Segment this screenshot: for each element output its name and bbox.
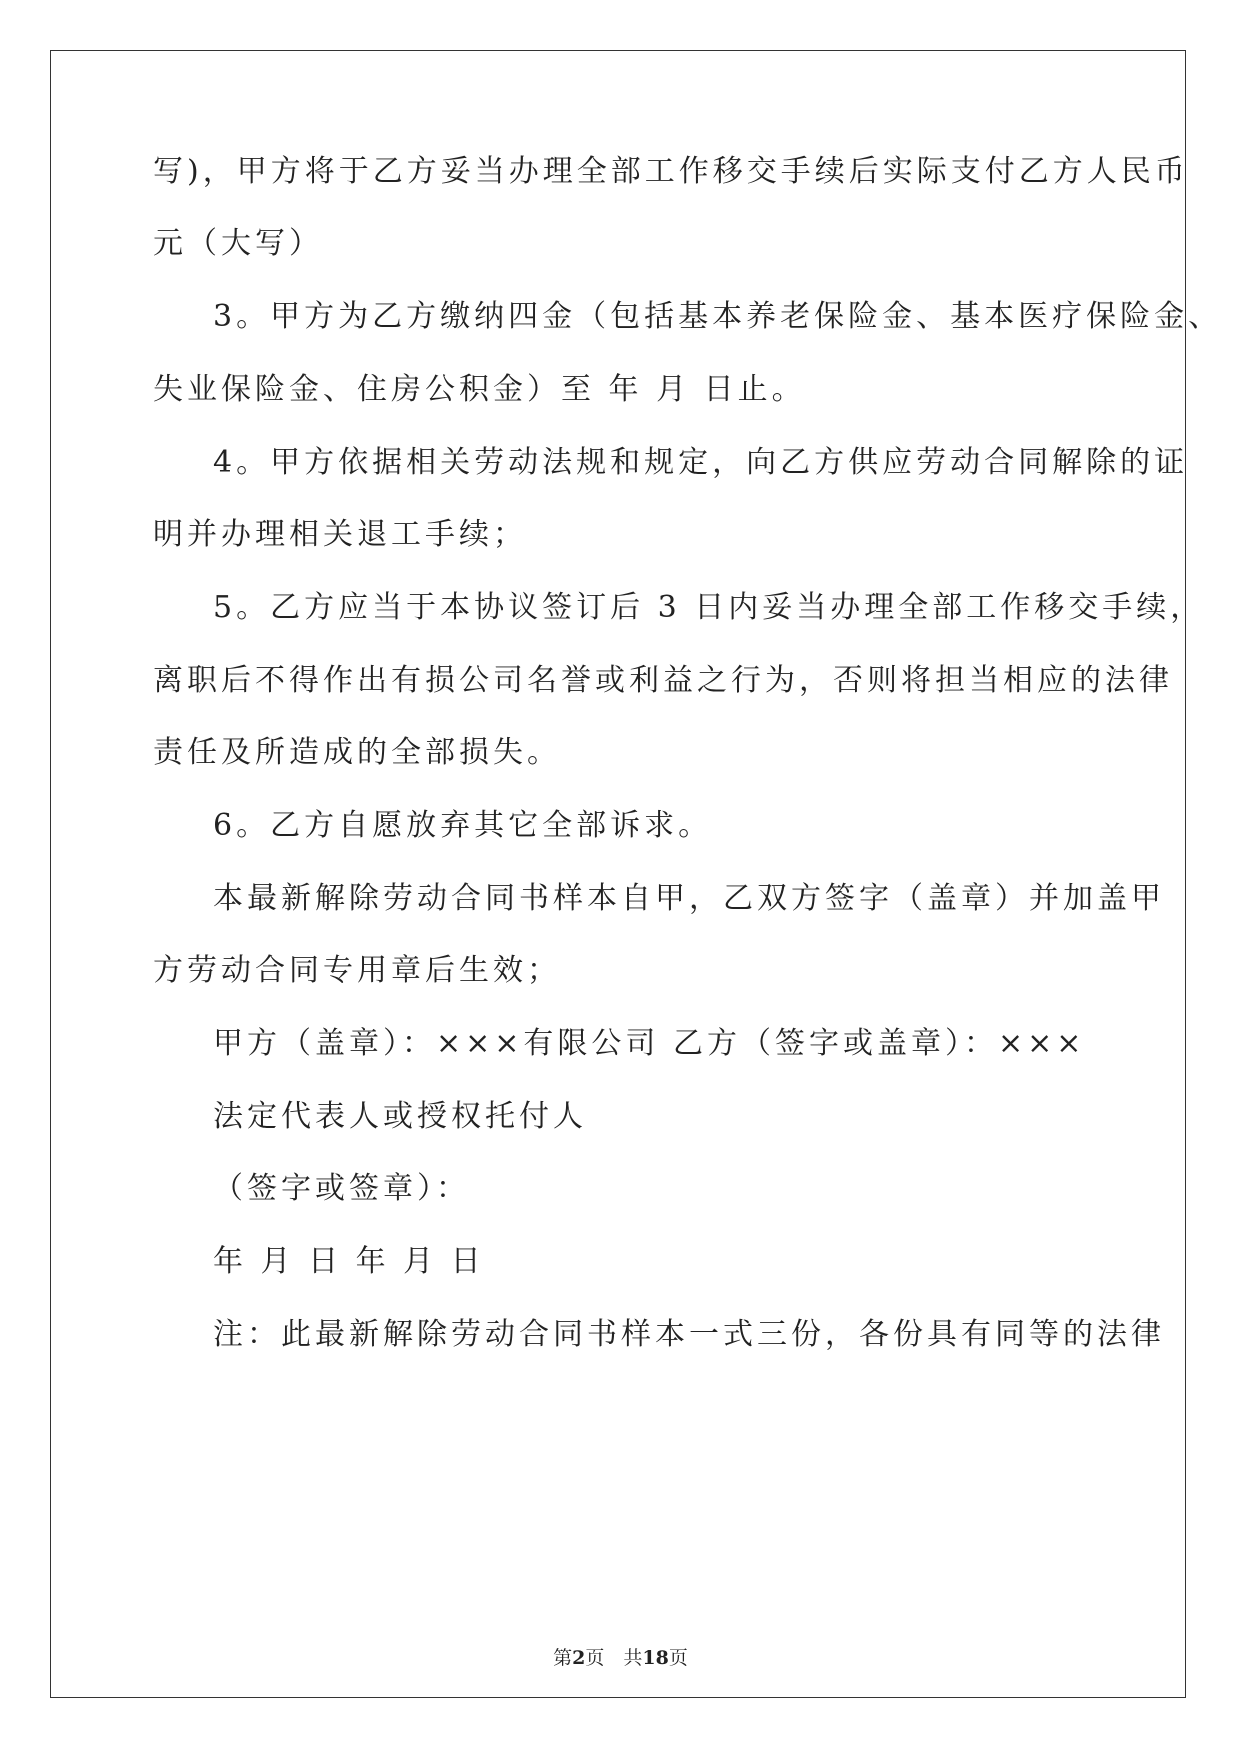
text-line: 失业保险金、住房公积金）至 年 月 日止。 (153, 372, 806, 407)
page-footer (0, 1643, 1241, 1670)
text-line: 责任及所造成的全部损失。 (153, 735, 561, 770)
text-line: 4。甲方依据相关劳动法规和规定，向乙方供应劳动合同解除的证 (213, 445, 1189, 480)
text-line: 明并办理相关退工手续； (153, 517, 527, 552)
text-line: 法定代表人或授权托付人 (213, 1099, 587, 1134)
text-line: 年 月 日 年 月 日 (213, 1244, 485, 1279)
text-line: 3。甲方为乙方缴纳四金（包括基本养老保险金、基本医疗保险金、 (213, 299, 1223, 334)
text-line: 元（大写） (153, 226, 323, 261)
text-line: 方劳动合同专用章后生效； (153, 953, 561, 988)
text-line: 注：此最新解除劳动合同书样本一式三份，各份具有同等的法律 (213, 1317, 1165, 1352)
page-total: 18 (642, 1647, 669, 1669)
page-mid: 页 共 (585, 1647, 643, 1669)
page-suffix: 页 (668, 1647, 688, 1669)
text-line: 写)，甲方将于乙方妥当办理全部工作移交手续后实际支付乙方人民币 (153, 154, 1189, 189)
text-line: （签字或签章）： (213, 1171, 470, 1206)
page-current: 2 (572, 1647, 586, 1669)
text-line: 本最新解除劳动合同书样本自甲，乙双方签字（盖章）并加盖甲 (213, 881, 1165, 916)
text-line: 5。乙方应当于本协议签订后 3 日内妥当办理全部工作移交手续， (213, 590, 1205, 625)
text-line: 离职后不得作出有损公司名誉或利益之行为，否则将担当相应的法律 (153, 663, 1173, 698)
text-line: 甲方（盖章）：×××有限公司 乙方（签字或盖章）：××× (213, 1026, 1086, 1061)
text-line: 6。乙方自愿放弃其它全部诉求。 (213, 808, 713, 843)
page-prefix: 第 (553, 1647, 573, 1669)
